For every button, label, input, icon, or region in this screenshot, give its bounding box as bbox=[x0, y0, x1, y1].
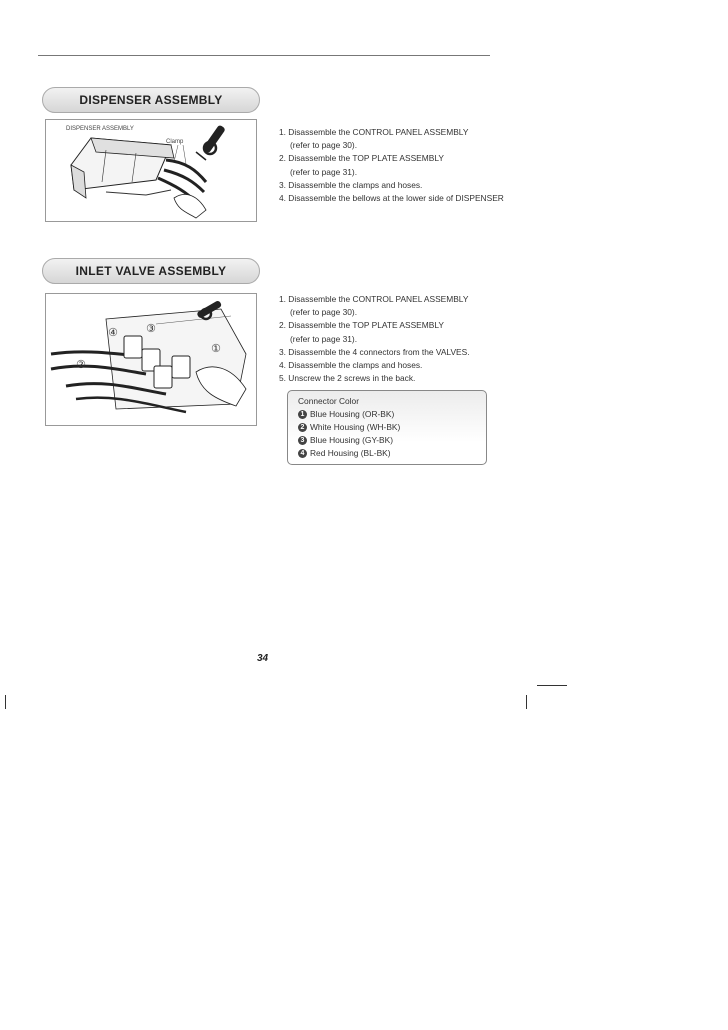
header-rule bbox=[38, 55, 490, 56]
connector-color-title: Connector Color bbox=[298, 396, 359, 406]
crop-mark bbox=[537, 685, 567, 686]
inlet-valve-figure bbox=[45, 293, 257, 426]
marker-4: ④ bbox=[108, 326, 118, 339]
section-title-dispenser: DISPENSER ASSEMBLY bbox=[42, 87, 260, 113]
marker-1: ① bbox=[211, 342, 221, 355]
step-line: (refer to page 30). bbox=[290, 307, 358, 318]
dispenser-steps bbox=[279, 126, 504, 205]
step-line: 4. Disassemble the bellows at the lower side of DISPENSER bbox=[279, 193, 504, 204]
step-line: 1. Disassemble the CONTROL PANEL ASSEMBLY bbox=[279, 127, 469, 137]
step-line: (refer to page 30). bbox=[290, 140, 358, 151]
dispenser-illustration bbox=[46, 120, 256, 221]
step-line: 2. Disassemble the TOP PLATE ASSEMBLY bbox=[279, 320, 444, 331]
connector-label: Red Housing (BL-BK) bbox=[310, 448, 391, 458]
page-number: 34 bbox=[257, 653, 269, 664]
step-line: 5. Unscrew the 2 screws in the back. bbox=[279, 373, 416, 384]
step-line: 3. Disassemble the 4 connectors from the VALVES. bbox=[279, 346, 470, 357]
connector-item bbox=[298, 408, 476, 421]
dispenser-figure bbox=[45, 119, 257, 222]
clamp-callout: Clamp bbox=[166, 139, 184, 145]
connector-number-badge: 4 bbox=[298, 449, 307, 458]
step-line: 1. Disassemble the CONTROL PANEL ASSEMBLY bbox=[279, 294, 469, 304]
connector-item bbox=[298, 447, 476, 460]
inlet-valve-illustration bbox=[46, 294, 256, 425]
connector-label: Blue Housing (OR-BK) bbox=[310, 409, 395, 419]
step-line: 2. Disassemble the TOP PLATE ASSEMBLY bbox=[279, 153, 444, 164]
marker-2: ② bbox=[76, 358, 86, 371]
marker-3: ③ bbox=[146, 322, 156, 335]
connector-number-badge: 2 bbox=[298, 423, 307, 432]
section-title-inlet-valve: INLET VALVE ASSEMBLY bbox=[42, 258, 260, 284]
crop-mark bbox=[5, 695, 6, 709]
step-line: 3. Disassemble the clamps and hoses. bbox=[279, 179, 423, 190]
connector-label: Blue Housing (GY-BK) bbox=[310, 435, 394, 445]
connector-color-box bbox=[287, 390, 487, 465]
connector-item bbox=[298, 421, 476, 434]
step-line: (refer to page 31). bbox=[290, 166, 358, 177]
step-line: (refer to page 31). bbox=[290, 333, 358, 344]
figure-caption: DISPENSER ASSEMBLY bbox=[66, 126, 134, 132]
inlet-valve-steps bbox=[279, 293, 470, 385]
connector-item bbox=[298, 434, 476, 447]
connector-number-badge: 3 bbox=[298, 436, 307, 445]
step-line: 4. Disassemble the clamps and hoses. bbox=[279, 360, 423, 371]
connector-label: White Housing (WH-BK) bbox=[310, 422, 401, 432]
crop-mark bbox=[526, 695, 527, 709]
connector-number-badge: 1 bbox=[298, 410, 307, 419]
